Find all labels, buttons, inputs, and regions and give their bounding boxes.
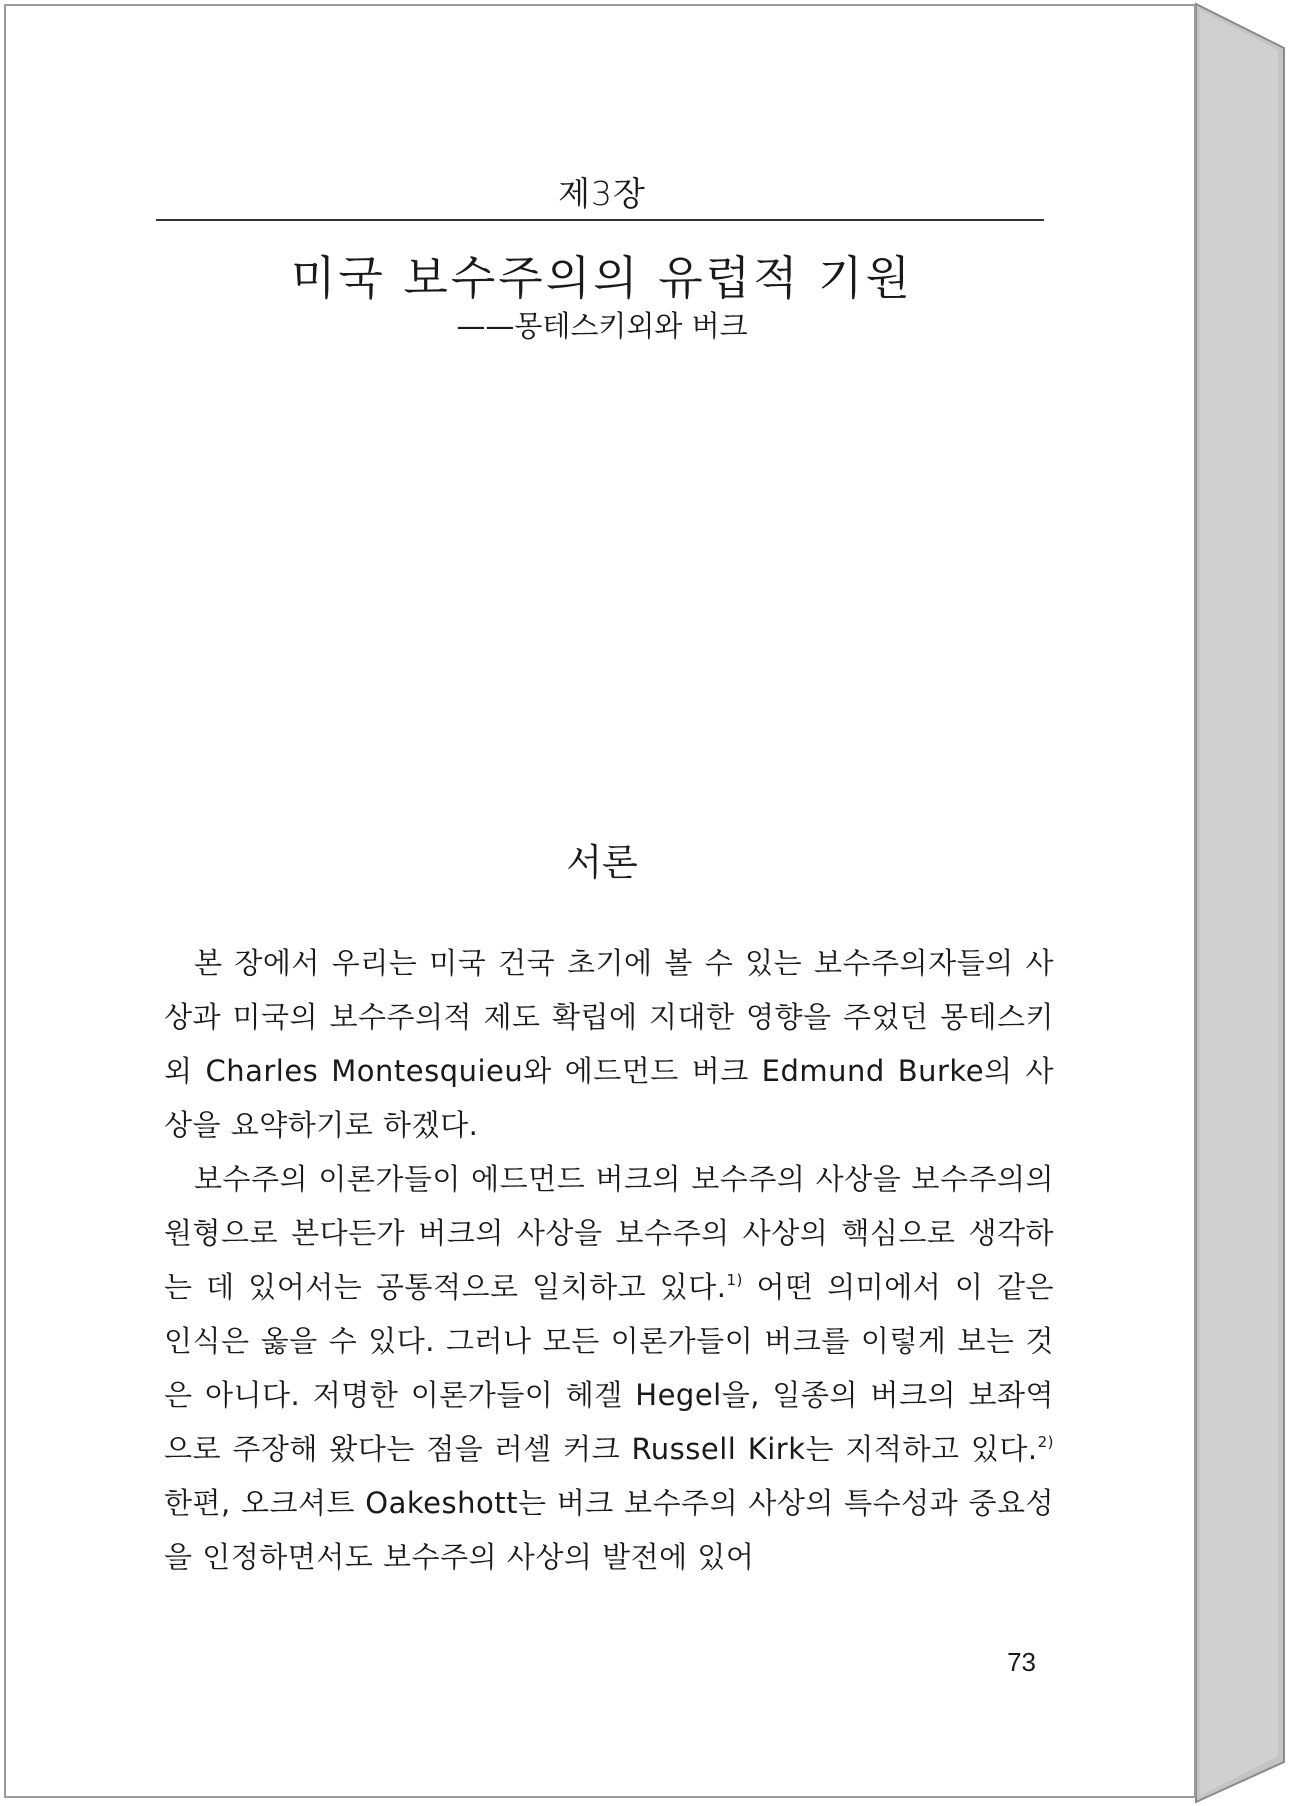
- chapter-title: 미국 보수주의의 유럽적 기원: [290, 251, 914, 305]
- paragraph-2-part-3: 한편, 오크셔트 Oakeshott는 버크 보수주의 사상의 특수성과 중요성을 인정하면서도 보수주의 사상의 발전에 있어: [164, 1486, 1054, 1574]
- footnote-ref-1: 1): [726, 1271, 743, 1289]
- paragraph-2-part-1: 보수주의 이론가들이 에드먼드 버크의 보수주의 사상을 보수주의의 원형으로 본다든가 버크의 사상을 보수주의 사상의 핵심으로 생각하는 데 있어서는 공통적으로 일치하고 있다.: [164, 1162, 1054, 1304]
- paragraph-2-part-2: 어떤 의미에서 이 같은 인식은 옳을 수 있다. 그러나 모든 이론가들이 버크를 이렇게 보는 것은 아니다. 저명한 이론가들이 헤겔 Hegel을, 일종의 버크의 보좌역으로 주장해 왔다는 점을 러셀 커크 Russell Kirk는 지적하고 있다.: [164, 1270, 1054, 1466]
- chapter-label: 제3장: [558, 174, 646, 213]
- footnote-ref-2: 2): [1037, 1433, 1054, 1451]
- page-number: 73: [1007, 1647, 1036, 1677]
- book-page: [4, 4, 1196, 1798]
- chapter-subtitle: ——몽테스키외와 버크: [456, 309, 748, 343]
- body-text: [164, 936, 1054, 1584]
- paragraph-2: [164, 1152, 1054, 1584]
- chapter-divider: [156, 219, 1044, 221]
- section-heading: 서론: [566, 841, 638, 884]
- paragraph-1: 본 장에서 우리는 미국 건국 초기에 볼 수 있는 보수주의자들의 사상과 미국의 보수주의적 제도 확립에 지대한 영향을 주었던 몽테스키외 Charles Montesquieu와 에드먼드 버크 Edmund Burke의 사상을 요약하기로 하겠다.: [164, 946, 1054, 1142]
